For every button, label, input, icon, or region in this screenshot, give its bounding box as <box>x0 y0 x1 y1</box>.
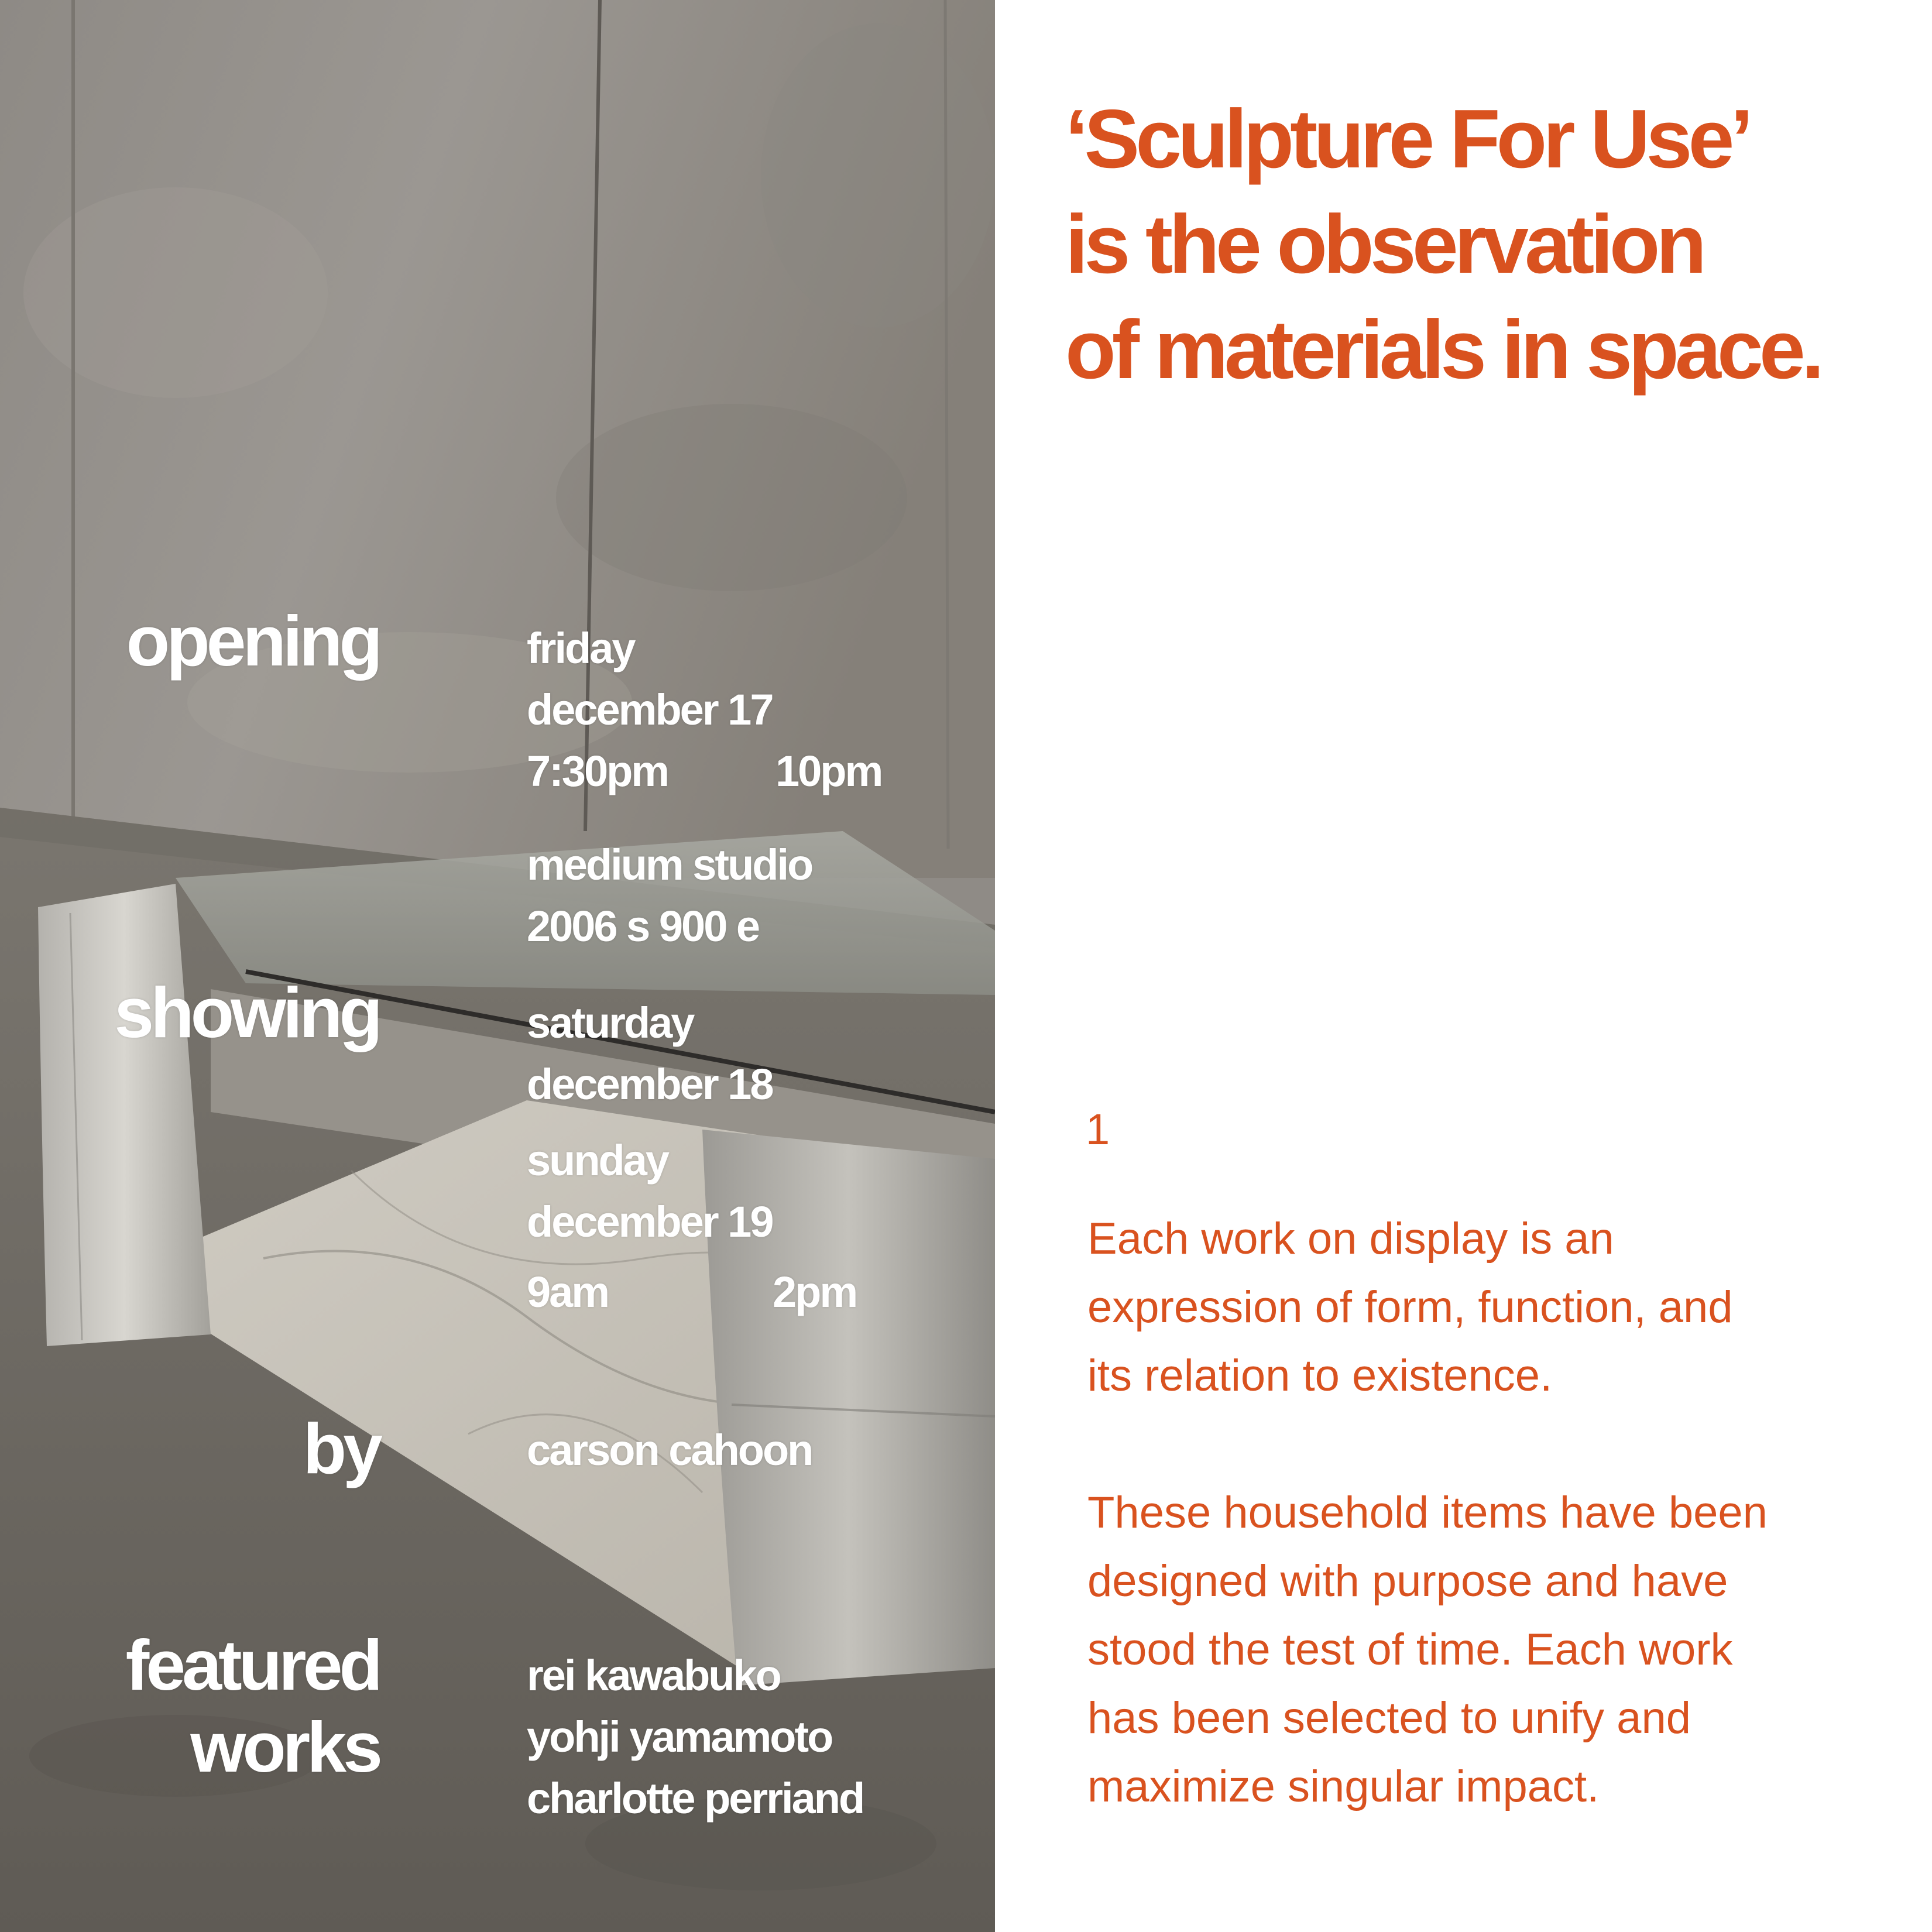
body-line: has been selected to unify and <box>1087 1693 1691 1743</box>
by-label: by <box>303 1409 379 1488</box>
showing-day-1: saturday <box>527 998 694 1047</box>
showing-label: showing <box>114 973 379 1052</box>
showing-date-2: december 19 <box>527 1197 773 1246</box>
showing-date-1: december 18 <box>527 1060 773 1109</box>
featured-work: charlotte perriand <box>527 1774 864 1823</box>
opening-end-time: 10pm <box>775 747 882 795</box>
body-paragraph-2 <box>1087 1478 1907 1821</box>
body-line: These household items have been <box>1087 1488 1768 1538</box>
body-line: designed with purpose and have <box>1087 1556 1728 1606</box>
featured-work: yohji yamamoto <box>527 1713 832 1761</box>
page-number: 1 <box>1086 1105 1110 1154</box>
headline-line: ‘Sculpture For Use’ <box>1065 92 1749 186</box>
showing-start-time: 9am <box>527 1268 609 1316</box>
opening-day: friday <box>527 624 634 672</box>
opening-label: opening <box>126 601 379 681</box>
headline-line: of materials in space. <box>1065 303 1821 396</box>
body-paragraph-1 <box>1087 1205 1907 1410</box>
featured-work: rei kawabuko <box>527 1651 780 1700</box>
headline <box>1065 87 1908 403</box>
body-line: Each work on display is an <box>1087 1214 1614 1264</box>
showing-time <box>527 1261 857 1323</box>
works-label: works <box>190 1707 379 1787</box>
artist-name: carson cahoon <box>527 1426 812 1474</box>
opening-date: december 17 <box>527 685 773 734</box>
venue-name: medium studio <box>527 840 812 889</box>
body-line: its relation to existence. <box>1087 1351 1553 1401</box>
showing-end-time: 2pm <box>773 1268 857 1316</box>
body-line: stood the test of time. Each work <box>1087 1625 1733 1674</box>
headline-line: is the observation <box>1065 198 1703 291</box>
opening-start-time: 7:30pm <box>527 747 668 795</box>
showing-day-2: sunday <box>527 1136 668 1185</box>
venue-address: 2006 s 900 e <box>527 902 759 950</box>
featured-label: featured <box>125 1625 379 1705</box>
body-line: expression of form, function, and <box>1087 1282 1733 1332</box>
body-line: maximize singular impact. <box>1087 1762 1600 1811</box>
opening-time <box>527 740 882 802</box>
